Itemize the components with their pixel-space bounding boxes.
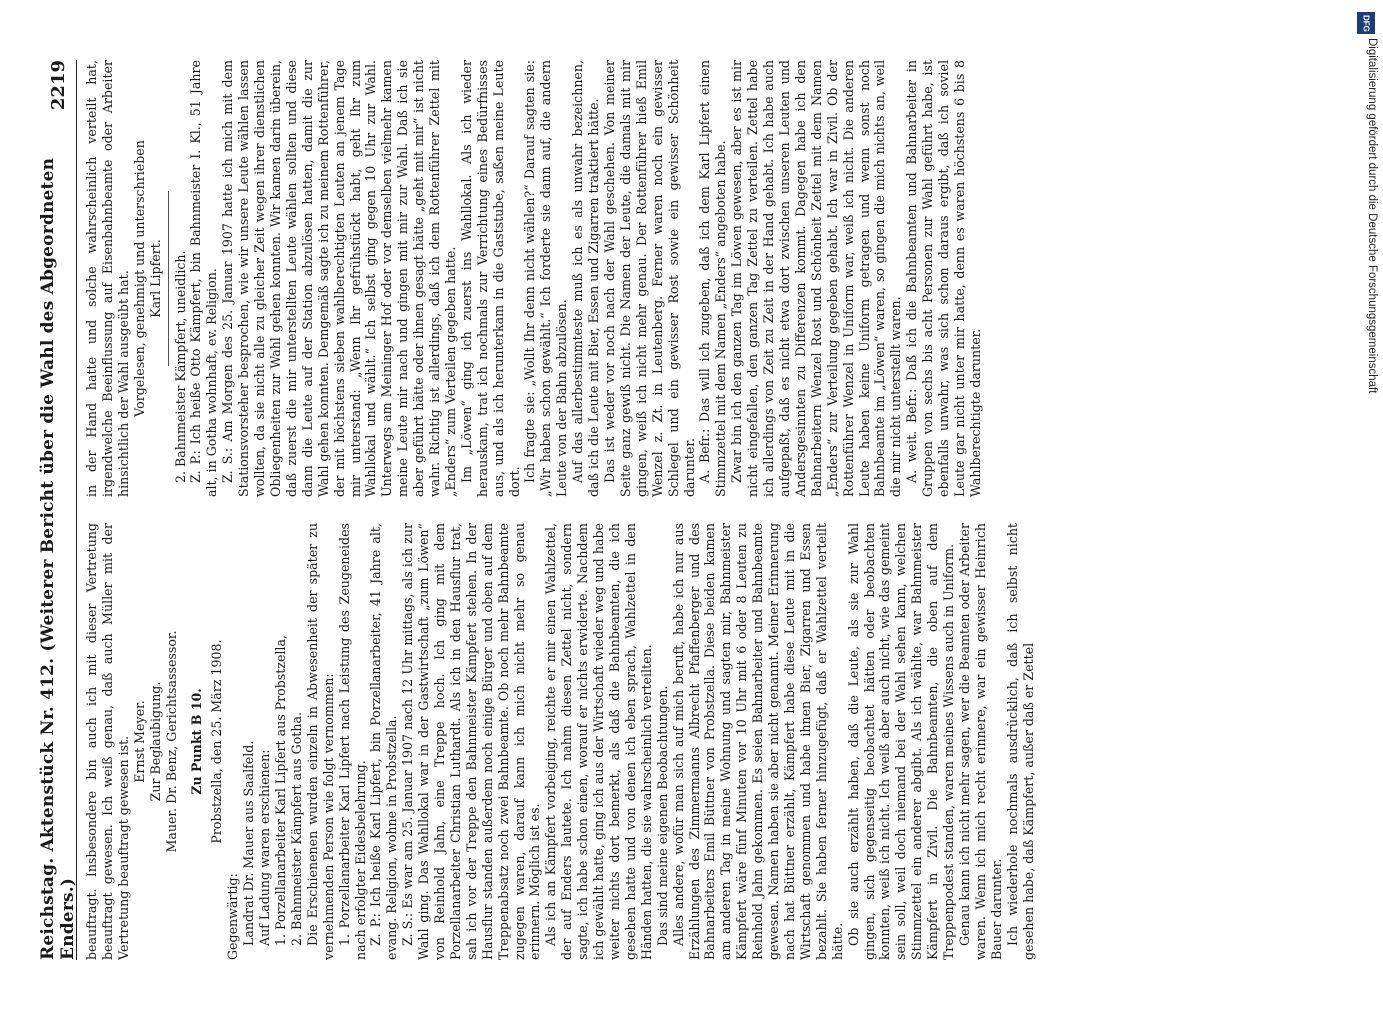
place-date-line: Probstzella, den 25. März 1908. (209, 639, 225, 844)
paragraph: Ich wiederhole nochmals ausdrücklich, daß ich selbst nicht gesehen habe, daß Kämpfert, außer daß er Zettel (1004, 523, 1036, 960)
signature-name: Karl Lipfert. (147, 239, 163, 318)
digitization-note: Digitalisierung gefördert durch die Deutsche Forschungsgemeinschaft (1366, 38, 1378, 394)
paragraph: in der Hand hatte und solche wahrscheinlich verteilt hat, irgendwelche Beeinflussung auf Eisenbahnbeamte oder Arbeiter hinsichtlich der Wahl ausgeübt hat. (84, 60, 131, 497)
paragraph: Zwar bin ich den ganzen Tag im Löwen gewesen, aber es ist mir nicht eingefallen, den ganzen Tag Zettel zu verteilen. Zettel habe ich allerdings von Zeit zu Zeit in der Hand gehabt. Ich habe auch aufgepaßt, daß es nicht etwa dort zwischen unseren Leuten und Andersgesinnten zu Differenzen kommt. Dagegen habe ich den Bahnarbeitern Wenzel Rost und Schönheit Zettel mit dem Namen „Enders“ zur Verteilung gegeben gehabt. Ich war in Zivil. Ob der Rottenführer Wenzel in Uniform war, weiß ich nicht. Die anderen Leute haben keine Uniform getragen und wenn sonst noch Bahnbeamte im „Löwen“ waren, so gingen die mich nichts an, weil die mir nicht unterstellt waren. (729, 60, 904, 497)
running-title: Reichstag. Aktenstück Nr. 412. (Weiterer Bericht über die Wahl des Abgeordneten Enders.) (38, 157, 78, 960)
text-columns (84, 60, 1334, 960)
paragraph: Z. S.: Am Morgen des 25. Januar 1907 hatte ich mich mit dem Stationsvorsteher besprochen, wie wir unsere Leute wählen lassen wollten, da sie nicht alle zu gleicher Zeit wegen ihrer dienstlichen Obliegenheiten zur Wahl gehen konnten. Wir kamen darin überein, daß zuerst die mir unterstellten Leute wählen sollten und diese dann die Leute auf der Station abzulösen hatten, damit die zur Wahl gehen konnten. Demgemäß sagte ich zu meinem Rottenführer, der mit höchstens sieben wahlberechtigten Leuten an jenem Tage mir unterstand: „Wenn Ihr gefrühstückt habt, geht Ihr zum Wahllokal und wählt.“ Ich selbst ging gegen 10 Uhr zur Wahl. Unterwegs am Meininger Hof oder vor demselben vielmehr kamen meine Leute mir nach und gingen mit mir zur Wahl. Daß ich sie aber geführt hätte oder ihnen gesagt hätte „geht mit mir“ ist nicht wahr. Richtig ist allerdings, daß ich dem Rottenführer Zettel mit „Enders“ zum Verteilen gegeben hatte. (220, 60, 458, 497)
divider (168, 191, 169, 366)
paragraph: A. Befr.: Das will ich zugeben, daß ich dem Karl Lipfert einen Stimmzettel mit dem Namen „Enders“ angeboten habe. (697, 60, 729, 497)
paragraph: Genau kann ich nicht mehr sagen, wer die Beamten oder Arbeiter waren. Wenn ich mich recht erinnere, war ein gewisser Heinrich Bauer darunter. (956, 523, 1004, 960)
list-item: 2. Bahnmeister Kämpfert aus Gotha. (288, 712, 304, 946)
left-column (84, 523, 1334, 960)
dfg-logo: DFG (1357, 12, 1375, 34)
paragraph: Auf Ladung waren erschienen: (257, 749, 273, 946)
paragraph: Die Erschienenen wurden einzeln in Abwesenheit der später zu vernehmenden Person wie folgt vernommen: (304, 523, 336, 960)
paragraph: 2. Bahnmeister Kämpfert, uneidlich. (172, 250, 188, 483)
page-number: 2219 (47, 60, 69, 111)
paragraph: 1. Porzellanarbeiter Karl Lipfert nach Leistung des Zeugeneides nach erfolgter Eidesbelehrung. (336, 523, 368, 960)
paragraph: Ob sie auch erzählt haben, daß die Leute, als sie zur Wahl gingen, sich gegenseitig beobachtet hätten oder beobachten konnten, weiß ich nicht. Ich weiß aber auch nicht, wie das gemeint sein soll, weil doch niemand bei der Wahl sehen kann, welchen Stimmzettel ein anderer abgibt. Als ich wählte, war Bahnmeister Kämpfert in Zivil. Die Bahnbeamten, die oben auf dem Treppenpodest standen, waren meines Wissens auch in Uniform. (845, 523, 957, 960)
paragraph: Landrat Dr. Mauer aus Saalfeld. (241, 740, 257, 946)
paragraph: Als ich an Kämpfert vorbeiging, reichte er mir einen Wahlzettel, der auf Enders lautete. Ich nahm diesen Zettel nicht, sondern sagte, ich habe schon einen, worauf er nichts erwiderte. Nachdem ich gewählt hatte, ging ich aus der Wirtschaft wieder weg und habe weiter nichts dort bemerkt, als daß die Bahnbeamten, die ich gesehen hatte und von denen ich eben sprach, Wahlzettel in den Händen hatten, die sie wahrscheinlich verteilten. (543, 523, 654, 960)
paragraph: Das ist weder vor noch nach der Wahl geschehen. Von meiner Seite ganz gewiß nicht. Die Namen der Leute, die damals mit mir gingen, weiß ich nicht mehr genau. Der Rottenführer hieß Emil Wenzel z. Zt. in Leutenberg. Ferner waren noch ein gewisser Schlegel und ein gewisser Rost sowie ein gewisser Schönheit darunter. (602, 60, 697, 497)
certification-line: Zur Beglaubigung. (147, 681, 163, 802)
signature-name: Ernst Meyer. (131, 700, 147, 783)
page-header (40, 60, 77, 960)
list-item: 1. Porzellanarbeiter Karl Lipfert aus Probstzella, (272, 635, 288, 946)
paragraph: Z. P.: Ich heiße Karl Lipfert, bin Porzellanarbeiter, 41 Jahre alt, evang. Religion, wohne in Probstzella. (368, 523, 400, 960)
digitization-credit (1356, 8, 1378, 998)
paragraph: Im „Löwen“ ging ich zuerst ins Wahllokal. Als ich wieder herauskam, trat ich nochmals zur Verrichtung eines Bedürfnisses aus, und als ich herunterkam in die Gaststube, saßen meine Leute dort. (458, 60, 522, 497)
paragraph: Alles andere, wofür man sich auf mich beruft, habe ich nur aus Erzählungen des Zimmermanns Albrecht Pfaffenberger und des Bahnarbeiters Emil Büttner von Probstzella. Diese beiden kamen am anderen Tag in meine Wohnung und sagten mir, Bahnmeister Kämpfert wäre fünf Minuten vor 10 Uhr mit 6 oder 8 Leuten zu Reinhold Jahn gekommen. Es seien Bahnarbeiter und Bahnbeamte gewesen. Namen haben sie aber nicht genannt. Meiner Erinnerung nach hat Büttner erzählt, Kämpfert habe diese Leute mit in die Wirtschaft genommen und habe ihnen Bier, Zigarren und Essen bezahlt. Sie haben ferner hinzugefügt, daß er Wahlzettel verteilt hätte. (670, 523, 845, 960)
paragraph: Z. S.: Es war am 25. Januar 1907 nach 12 Uhr mittags, als ich zur Wahl ging. Das Wahllokal war in der Gastwirtschaft „zum Löwen“ von Reinhold Jahn, eine Treppe hoch. Ich ging mit dem Porzellanarbeiter Christian Luthardt. Als ich in den Hausflur trat, sah ich vor der Treppe den Bahnmeister Kämpfert stehen. In der Hausflur standen außerdem noch einige Bürger und oben auf dem Treppenabsatz noch zwei Bahnbeamte. Ob noch mehr Bahnbeamte zugegen waren, darauf kann ich mich nicht mehr so genau erinnern. Möglich ist es. (400, 523, 543, 960)
right-column (84, 60, 1334, 497)
paragraph: Ich fragte sie: „Wollt Ihr denn nicht wählen?“ Darauf sagten sie: „Wir haben schon gewählt.“ Ich forderte sie dann auf, die andern Leute von der Bahn abzulösen. (522, 60, 570, 497)
paragraph: beauftragt. Insbesondere bin auch ich mit dieser Vertretung beauftragt gewesen. Ich weiß genau, daß auch Müller mit der Vertretung beauftragt gewesen ist. (84, 523, 131, 960)
certification-signatures: Mauer. Dr. Benz, Gerichtsassessor. (163, 630, 179, 853)
paragraph: Auf das allerbestimmteste muß ich es als unwahr bezeichnen, daß ich die Leute mit Bier, Essen und Zigarren traktiert hätte. (570, 60, 602, 497)
paragraph: Das sind meine eigenen Beobachtungen. (654, 685, 670, 946)
paragraph: Z. P.: Ich heiße Otto Kämpfert, bin Bahnmeister I. Kl., 51 Jahre alt, in Gotha wohnhaft, ev. Religion. (188, 60, 220, 497)
section-heading: Zu Punkt B 10. (189, 688, 205, 795)
read-approved-line: Vorgelesen, genehmigt und unterschrieben (131, 140, 147, 417)
paragraph: A. weit. Befr.: Daß ich die Bahnbeamten und Bahnarbeiter in Gruppen von sechs bis acht Personen zur Wahl geführt habe, ist ebenfalls unwahr, was sich schon daraus ergibt, daß ich soviel Leute gar nicht unter mir hatte, denn es waren höchstens 6 bis 8 Wahlberechtigte darunter. (904, 60, 983, 497)
rotated-document-page (40, 60, 1340, 960)
present-label: Gegenwärtig: (225, 873, 241, 960)
